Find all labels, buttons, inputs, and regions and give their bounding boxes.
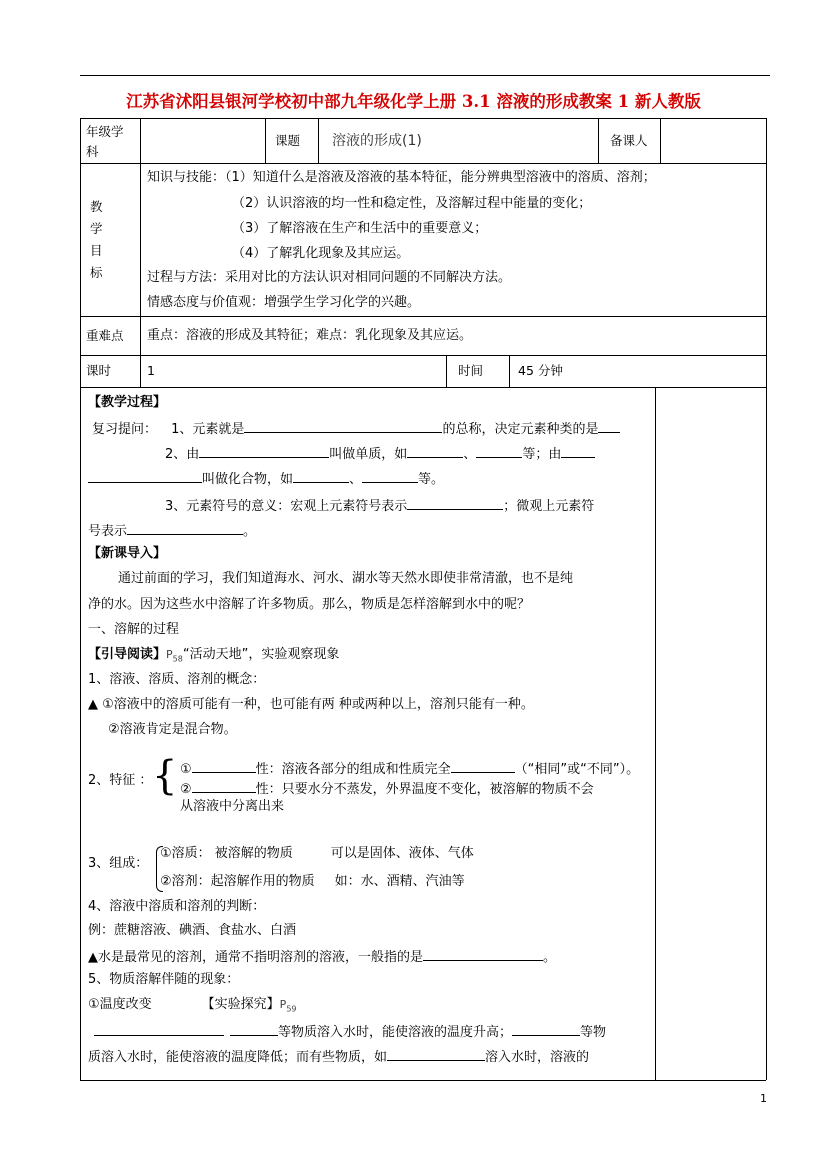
blank[interactable] <box>192 758 256 773</box>
blank[interactable] <box>512 1021 580 1036</box>
blank[interactable] <box>94 1021 224 1036</box>
intro-line-2: 净的水。因为这些水中溶解了许多物质。那么，物质是怎样溶解到水中的呢？ <box>88 597 531 612</box>
preparer-label: 备课人 <box>610 133 648 148</box>
blank[interactable] <box>423 946 543 961</box>
topic-value: 溶液的形成(1) <box>332 133 422 149</box>
topic-label: 课题 <box>275 133 301 148</box>
grade-subject-label: 年级学 科 <box>86 124 124 159</box>
intro-line-1: 通过前面的学习，我们知道海水、河水、湖水等天然水即使非常清澈，也不是纯 <box>118 571 574 586</box>
review-line-4: 3、元素符号的意义：宏观上元素符号表示 ；微观上元素符 <box>165 495 594 516</box>
review-line-2: 2、由 叫做单质，如 、 等；由 <box>165 443 595 464</box>
objective-line-3: （3）了解溶液在生产和生活中的重要意义； <box>232 221 488 236</box>
objectives-label: 教 学 目 标 <box>90 199 103 280</box>
process-heading: 【教学过程】 <box>88 395 167 410</box>
feature-line-2: ② 性：只要水分不蒸发，外界温度不变化，被溶解的物质不会 <box>180 778 594 799</box>
concept-note-2: ②溶液肯定是混合物。 <box>108 722 237 737</box>
review-line-3: 叫做化合物，如 、 等。 <box>88 468 444 489</box>
phenomena-heading: 5、物质溶解伴随的现象： <box>88 972 240 987</box>
objective-line-1: 知识与技能：（1）知道什么是溶液及溶液的基本特征，能分辨典型溶液中的溶质、溶剂； <box>147 170 656 185</box>
phenomena-line-1: ①温度改变 【实验探究】$P_{59}$ <box>88 997 297 1014</box>
document-title: 江苏省沭阳县银河学校初中部九年级化学上册 3.1 溶液的形成教案 1 新人教版 <box>126 92 701 111</box>
blank[interactable] <box>387 1046 485 1061</box>
feature-line-1: ① 性：溶液各部分的组成和性质完全 （“相同”或“不同”）。 <box>180 758 639 779</box>
blank[interactable] <box>362 468 418 483</box>
key-points-label: 重难点 <box>86 328 124 343</box>
blank[interactable] <box>451 758 515 773</box>
composition-line-2: ②溶剂：起溶解作用的物质 如：水、酒精、汽油等 <box>160 874 465 889</box>
judgement-heading: 4、溶液中溶质和溶剂的判断： <box>88 899 266 914</box>
composition-line-1: ①溶质： 被溶解的物质 可以是固体、液体、气体 <box>160 846 474 861</box>
blank[interactable] <box>476 443 522 458</box>
period-value: 1 <box>147 363 155 378</box>
blank[interactable] <box>407 443 463 458</box>
objective-line-6: 情感态度与价值观：增强学生学习化学的兴趣。 <box>147 295 421 310</box>
header-rule <box>80 75 770 76</box>
page-number: 1 <box>760 1092 767 1105</box>
blank[interactable] <box>244 418 442 433</box>
blank[interactable] <box>199 443 329 458</box>
blank[interactable] <box>192 778 256 793</box>
objective-line-4: （4）了解乳化现象及其应运。 <box>232 246 410 261</box>
blank[interactable] <box>230 1021 278 1036</box>
feature-label: 2、特征 ： <box>88 773 153 788</box>
section-1-heading: 一、溶解的过程 <box>88 622 180 637</box>
objective-line-5: 过程与方法：采用对比的方法认识对相同问题的不同解决方法。 <box>147 270 512 285</box>
blank[interactable] <box>561 443 595 458</box>
judgement-note: ▲水是最常见的溶剂，通常不指明溶剂的溶液，一般指的是 。 <box>88 946 556 967</box>
blank[interactable] <box>407 495 503 510</box>
period-label: 课时 <box>86 363 112 378</box>
key-points-text: 重点：溶液的形成及其特征；难点：乳化现象及其应运。 <box>147 328 473 343</box>
guide-line: 【引导阅读】$P_{58}“$活动天地”，实验观察现象 <box>88 647 340 664</box>
phenomena-line-3: 质溶入水时，能使溶液的温度降低；而有些物质，如 溶入水时，溶液的 <box>88 1046 589 1067</box>
phenomena-line-2: 等物质溶入水时，能使溶液的温度升高； 等物 <box>94 1021 606 1042</box>
concept-heading: 1、溶液、溶质、溶剂的概念： <box>88 672 266 687</box>
blank[interactable] <box>88 468 202 483</box>
blank[interactable] <box>293 468 349 483</box>
time-value: 45 分钟 <box>518 363 563 378</box>
intro-heading: 【新课导入】 <box>88 546 167 561</box>
concept-note-1: ▲ ①溶液中的溶质可能有一种，也可能有两 种或两种以上，溶剂只能有一种。 <box>88 697 534 712</box>
objective-line-2: （2）认识溶液的均一性和稳定性，及溶解过程中能量的变化； <box>232 196 592 211</box>
review-line-5: 号表示 。 <box>88 520 256 541</box>
blank[interactable] <box>598 418 620 433</box>
judgement-example: 例：蔗糖溶液、碘酒、食盐水、白酒 <box>88 923 297 938</box>
feature-line-3: 从溶液中分离出来 <box>180 799 285 814</box>
brace-icon: { <box>152 753 178 799</box>
blank[interactable] <box>127 520 243 535</box>
time-label: 时间 <box>458 363 484 378</box>
composition-label: 3、组成： <box>88 856 149 871</box>
review-line-1: 复习提问： 1、元素就是 的总称，决定元素种类的是 <box>92 418 620 439</box>
